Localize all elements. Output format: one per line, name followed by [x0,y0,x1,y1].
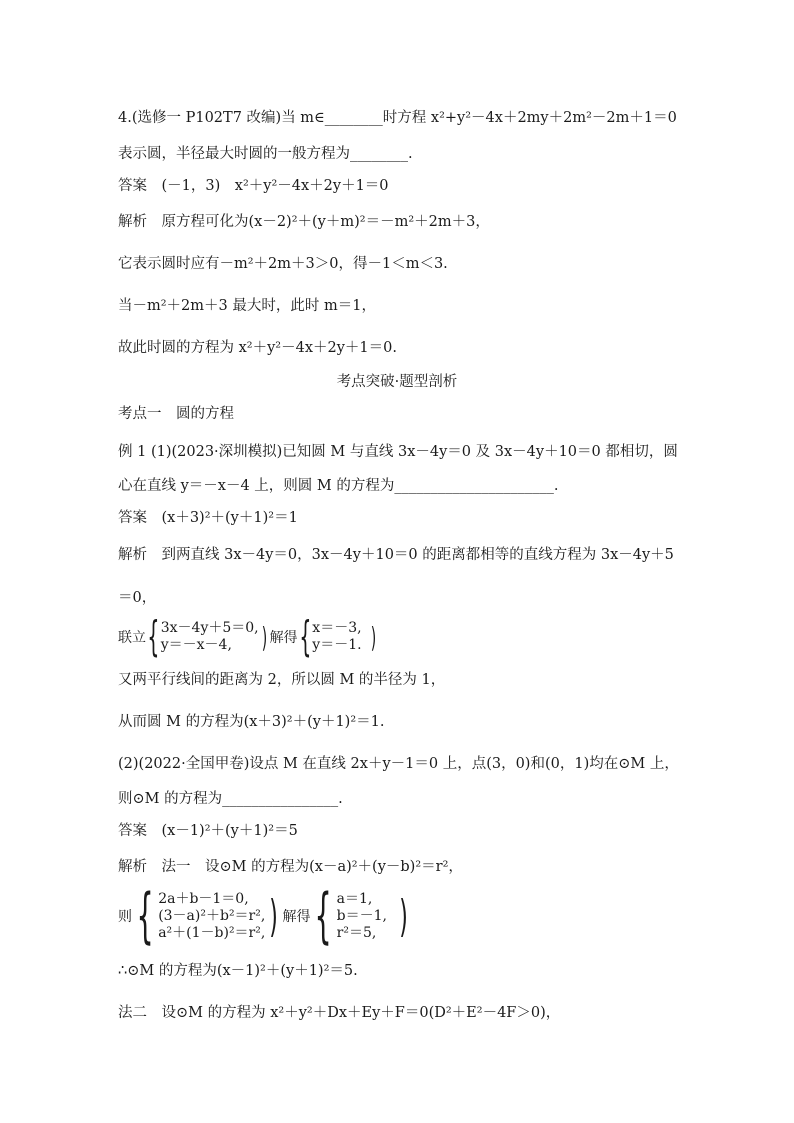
lianli-label: 联立 [118,630,146,646]
example-1-part-2-solution-3: 法二 设⊙M 的方程为 x²＋y²＋Dx＋Ey＋F＝0(D²＋E²－4F＞0)， [118,1005,561,1021]
example-1-part-2-system [118,881,412,951]
left-brace: { [136,881,154,951]
section-title: 考点突破·题型剖析 [336,374,458,390]
equation: a²＋(1－b)²＝r², [158,924,266,941]
problem-4-solution-2: 它表示圆时应有－m²＋2m＋3＞0，得－1＜m＜3. [118,256,448,272]
right-paren: ) [261,620,267,654]
example-1-answer: 答案 (x＋3)²＋(y＋1)²＝1 [118,510,298,526]
right-paren: ) [269,890,279,942]
example-1-part-2-line-2: 则⊙M 的方程为________________. [118,791,343,807]
example-1-solution-line-3: 又两平行线间的距离为 2，所以圆 M 的半径为 1， [118,672,446,688]
example-1-solution-line-1: 解析 到两直线 3x－4y＝0，3x－4y＋10＝0 的距离都相等的直线方程为 3x－4y＋5 [118,547,674,563]
example-1-solution-line-4: 从而圆 M 的方程为(x＋3)²＋(y＋1)²＝1. [118,714,385,730]
equation: r²＝5, [336,924,377,941]
example-1-part-2-answer: 答案 (x－1)²＋(y＋1)²＝5 [118,823,298,839]
left-brace: { [314,881,333,951]
equation: x＝－3, [312,620,362,636]
example-1-part-2-solution-1: 解析 法一 设⊙M 的方程为(x－a)²＋(y－b)²＝r²， [118,859,463,875]
problem-4-solution-3: 当－m²＋2m＋3 最大时，此时 m＝1， [118,298,376,314]
result-equations [337,891,387,942]
problem-4-answer: 答案 (－1，3) x²＋y²－4x＋2y＋1＝0 [118,178,389,194]
equation: (3－a)²＋b²＝r², [158,907,266,924]
topic-heading: 考点一 圆的方程 [118,406,234,422]
right-paren: ) [370,620,376,654]
problem-4-line-2: 表示圆，半径最大时圆的一般方程为________. [118,146,413,162]
left-brace: { [298,612,311,661]
equation: b＝－1, [336,907,387,924]
equation: a＝1, [336,890,373,907]
example-1-solution-line-2: ＝0， [118,590,157,606]
example-1-system [118,612,379,661]
ze-label: 则 [118,909,132,925]
equation: y＝－x－4, [160,637,232,653]
example-1-part-2-solution-2: ∴⊙M 的方程为(x－1)²＋(y＋1)²＝5. [118,963,358,979]
problem-4-solution-1: 解析 原方程可化为(x－2)²＋(y＋m)²＝－m²＋2m＋3， [118,214,490,230]
result-equations [312,620,361,654]
problem-4-solution-4: 故此时圆的方程为 x²＋y²－4x＋2y＋1＝0. [118,340,397,356]
problem-4-line-1: 4.(选修一 P102T7 改编)当 m∈________时方程 x²+y²－4x＋2my＋2m²－2m＋1＝0 [118,110,677,126]
system-equations [158,891,265,942]
example-1-question-line-1: 例 1 (1)(2023·深圳模拟)已知圆 M 与直线 3x－4y＝0 及 3x－4y＋10＝0 都相切，圆 [118,444,678,460]
jiede-label: 解得 [269,630,298,646]
equation: y＝－1. [312,637,362,653]
jiede-label: 解得 [282,909,311,925]
equation: 3x－4y＋5＝0, [160,620,259,636]
system-equations [161,620,259,654]
example-1-question-line-2: 心在直线 y＝－x－4 上，则圆 M 的方程为______________________. [118,478,559,494]
left-brace: { [147,612,160,661]
example-1-part-2-line-1: (2)(2022·全国甲卷)设点 M 在直线 2x＋y－1＝0 上，点(3，0)和(0，1)均在⊙M 上， [118,756,679,772]
right-paren: ) [399,890,408,942]
equation: 2a＋b－1＝0, [158,890,249,907]
